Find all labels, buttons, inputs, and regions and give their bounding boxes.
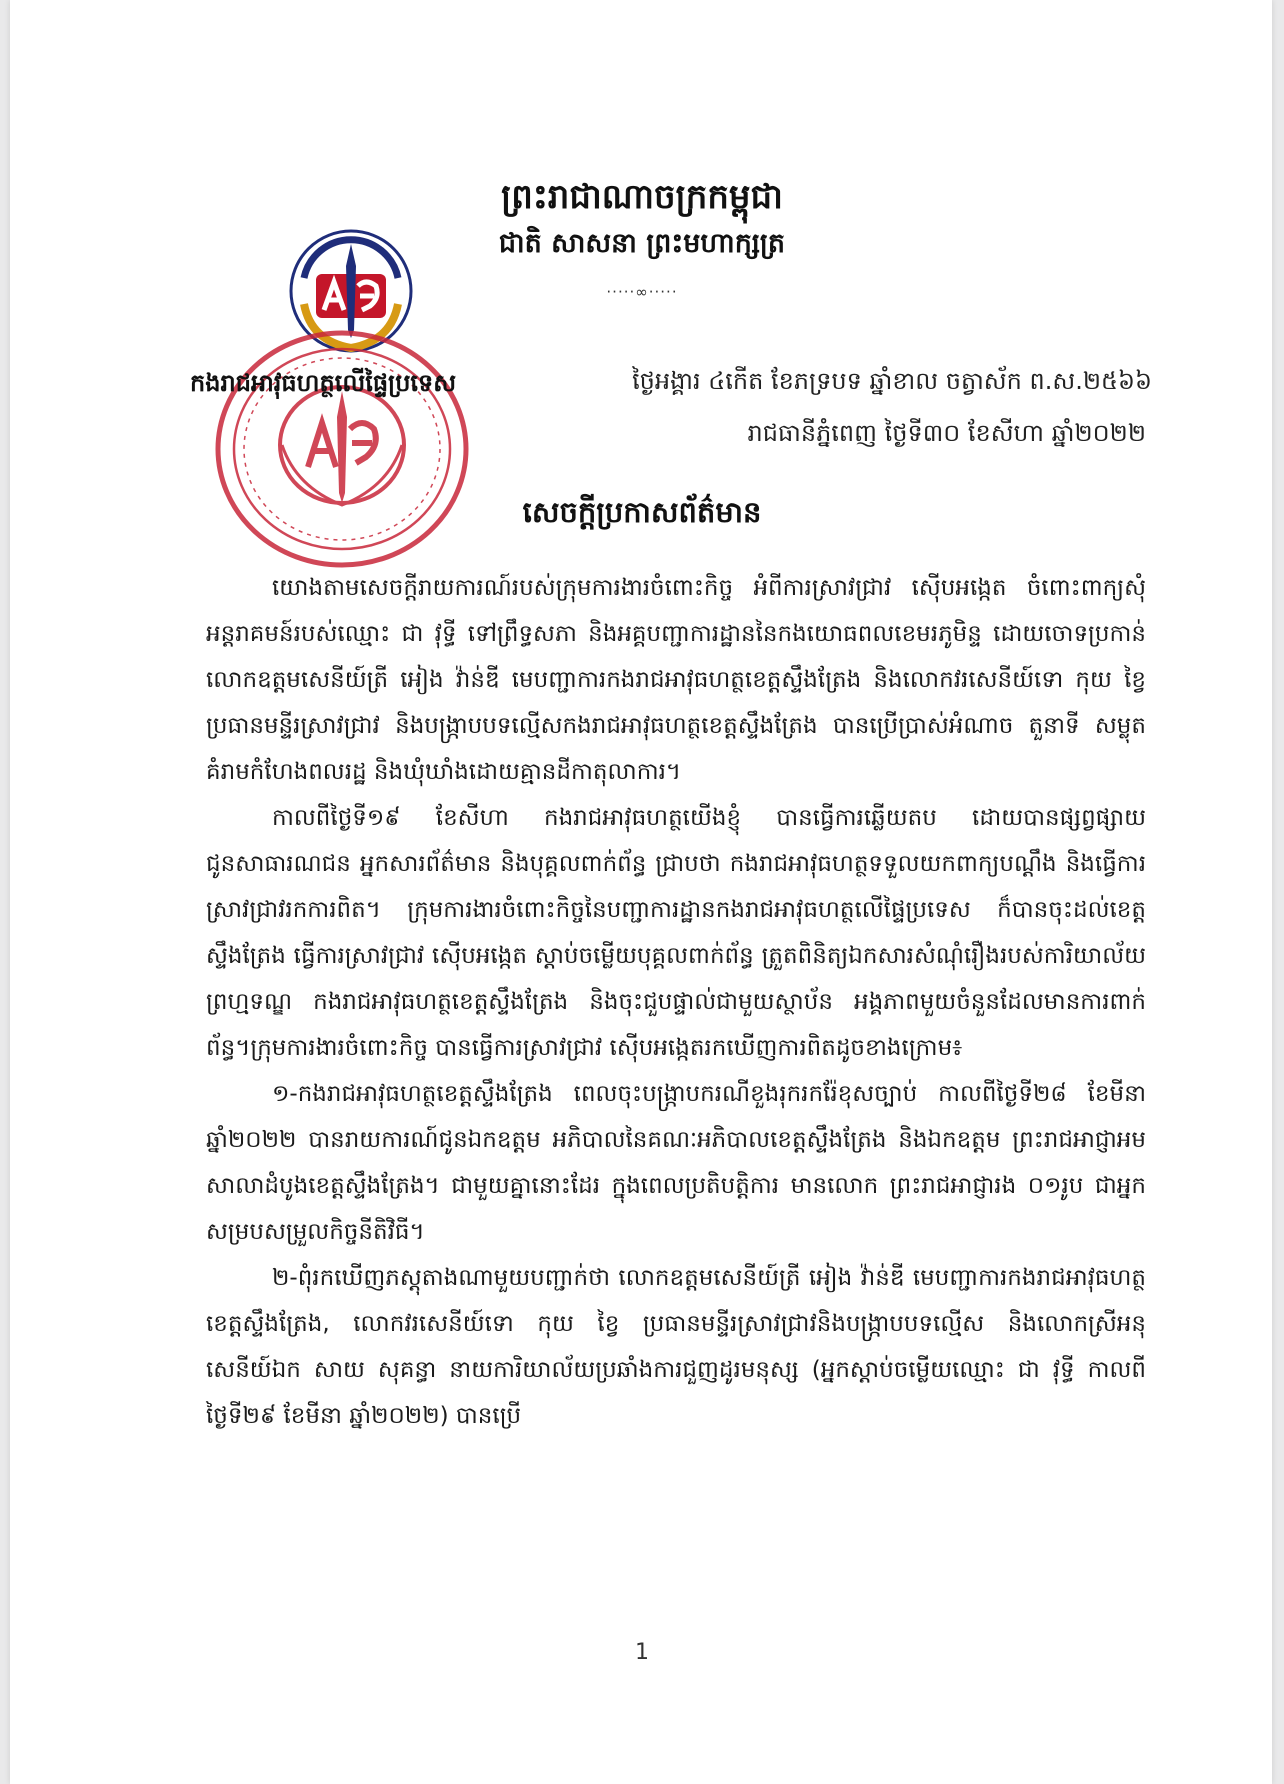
place-and-date: រាជធានីភ្នំពេញ ថ្ងៃទី៣០ ខែសីហា ឆ្នាំ២០២២ [747,419,1146,447]
motto-heading: ជាតិ សាសនា ព្រះមហាក្សត្រ [498,228,786,259]
issuing-department: កងរាជអាវុធហត្ថលើផ្ទៃប្រទេស [190,369,457,397]
body-paragraph: ២-ពុំរកឃើញភស្តុតាងណាមួយបញ្ជាក់ថា លោកឧត្តមសេនីយ៍ត្រី អៀង វ៉ាន់ឌី មេបញ្ជាការកងរាជអាវុធហត្ថខេត្តស្ទឹងត្រែង, លោកវរសេនីយ៍ទោ កុយ ខ្វៃ ប្រធានមន្ទីរស្រាវជ្រាវនិងបង្ក្រាបបទល្មើស និងលោកស្រីអនុសេនីយ៍ឯក សាយ សុគន្ធា នាយការិយាល័យប្រឆាំងការជួញដូរមនុស្ស (អ្នកស្តាប់ចម្លើយឈ្មោះ ជា វុទ្ធី កាលពីថ្ងៃទី២៩ ខែមីនា ឆ្នាំ២០២២) បានប្រើ [206,1265,1146,1429]
body-paragraph: ១-កងរាជអាវុធហត្ថខេត្តស្ទឹងត្រែង ពេលចុះបង្ក្រាបករណីខួងរុករករ៉ែខុសច្បាប់ កាលពីថ្ងៃទី២៨ ខែមីនា ឆ្នាំ២០២២ បានរាយការណ៍ជូនឯកឧត្តម អភិបាលនៃគណៈអភិបាលខេត្តស្ទឹងត្រែង និងឯកឧត្តម ព្រះរាជអាជ្ញាអមសាលាដំបូងខេត្តស្ទឹងត្រែង។ ជាមួយគ្នានោះដែរ ក្នុងពេលប្រតិបត្តិការ មានលោក ព្រះរាជអាជ្ញារង ០១រូប ជាអ្នកសម្របសម្រួលកិច្ចនីតិវិធី។ [206,1081,1146,1245]
body-paragraph: យោងតាមសេចក្តីរាយការណ៍របស់ក្រុមការងារចំពោះកិច្ច អំពីការស្រាវជ្រាវ ស៊ើបអង្កេត ចំពោះពាក្យសុំអន្តរាគមន៍របស់ឈ្មោះ ជា វុទ្ធី ទៅព្រឹទ្ធសភា និងអគ្គបញ្ជាការដ្ឋាននៃកងយោធពលខេមរភូមិន្ទ ដោយចោទប្រកាន់លោកឧត្តមសេនីយ៍ត្រី អៀង វ៉ាន់ឌី មេបញ្ជាការកងរាជអាវុធហត្ថខេត្តស្ទឹងត្រែង និងលោកវរសេនីយ៍ទោ កុយ ខ្វៃ ប្រធានមន្ទីរស្រាវជ្រាវ និងបង្ក្រាបបទល្មើសកងរាជអាវុធហត្ថខេត្តស្ទឹងត្រែង បានប្រើប្រាស់អំណាច តួនាទី សម្លុតគំរាមកំហែងពលរដ្ឋ និងឃុំឃាំងដោយគ្មានដីកាតុលាការ។ [206,575,1146,785]
document-body [206,565,1146,1439]
page-number: 1 [635,1640,649,1665]
kingdom-heading: ព្រះរាជាណាចក្រកម្ពុជា [501,177,783,217]
document-title: សេចក្តីប្រកាសព័ត៌មាន [522,495,762,529]
body-paragraph: កាលពីថ្ងៃទី១៩ ខែសីហា កងរាជអាវុធហត្ថយើងខ្ញុំ បានធ្វើការឆ្លើយតប ដោយបានផ្សព្វផ្សាយជូនសាធារណជន អ្នកសារព័ត៌មាន និងបុគ្គលពាក់ព័ន្ធ ជ្រាបថា កងរាជអាវុធហត្ថទទួលយកពាក្យបណ្តឹង និងធ្វើការស្រាវជ្រាវរកការពិត។ ក្រុមការងារចំពោះកិច្ចនៃបញ្ជាការដ្ឋានកងរាជអាវុធហត្ថលើផ្ទៃប្រទេស ក៏បានចុះដល់ខេត្តស្ទឹងត្រែង ធ្វើការស្រាវជ្រាវ ស៊ើបអង្កេត ស្តាប់ចម្លើយបុគ្គលពាក់ព័ន្ធ ត្រួតពិនិត្យឯកសារសំណុំរឿងរបស់ការិយាល័យព្រហ្មទណ្ឌ កងរាជអាវុធហត្ថខេត្តស្ទឹងត្រែង និងចុះជួបផ្ទាល់ជាមួយស្ថាប័ន អង្គភាពមួយចំនួនដែលមានការពាក់ព័ន្ធ។ក្រុមការងារចំពោះកិច្ច បានធ្វើការស្រាវជ្រាវ ស៊ើបអង្កេតរកឃើញការពិតដូចខាងក្រោម៖ [206,805,1146,1061]
lunar-date: ថ្ងៃអង្គារ ៤កើត ខែភទ្របទ ឆ្នាំខាល ចត្វាស័ក ព.ស.២៥៦៦ [632,367,1152,395]
header-ornament: ·····∞····· [606,283,678,301]
